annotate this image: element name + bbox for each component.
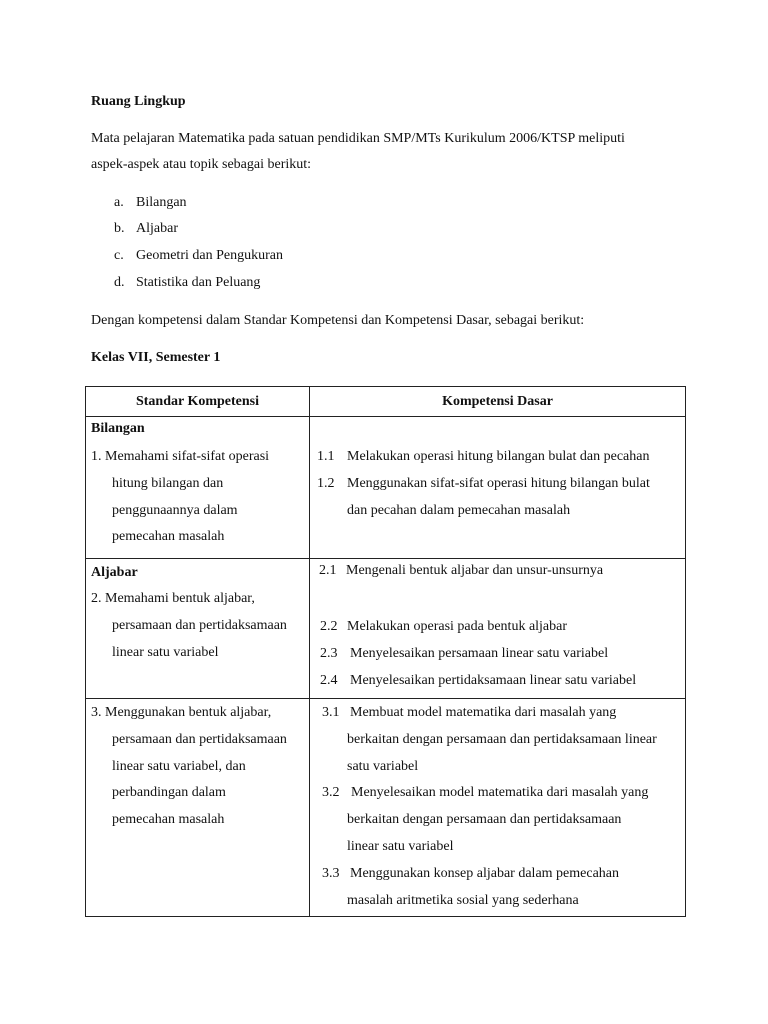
kd-cell bbox=[310, 699, 686, 917]
sk-line: perbandingan dalam bbox=[112, 785, 226, 800]
intro-line-1: Mata pelajaran Matematika pada satuan pendidikan SMP/MTs Kurikulum 2006/KTSP meliputi bbox=[91, 131, 625, 146]
kd-line: Menyelesaikan pertidaksamaan linear satu variabel bbox=[350, 673, 637, 688]
list-item: Geometri dan Pengukuran bbox=[136, 248, 283, 263]
list-marker: d. bbox=[114, 275, 125, 290]
kd-line: Menggunakan sifat-sifat operasi hitung bilangan bulat bbox=[347, 476, 650, 491]
list-marker: b. bbox=[114, 221, 125, 236]
kd-number: 2.4 bbox=[320, 673, 338, 688]
section-heading: Ruang Lingkup bbox=[91, 94, 186, 109]
kd-line: Menyelesaikan model matematika dari masalah yang bbox=[351, 785, 649, 800]
sk-line: 2. Memahami bentuk aljabar, bbox=[91, 591, 255, 606]
list-item: Aljabar bbox=[136, 221, 178, 236]
sk-cell bbox=[86, 559, 310, 699]
kd-cell bbox=[310, 417, 686, 559]
competency-intro: Dengan kompetensi dalam Standar Kompetensi dan Kompetensi Dasar, sebagai berikut: bbox=[91, 313, 585, 328]
table-row bbox=[86, 699, 686, 917]
kd-line: Membuat model matematika dari masalah yang bbox=[350, 705, 617, 720]
intro-line-2: aspek-aspek atau topik sebagai berikut: bbox=[91, 157, 312, 172]
kd-line: linear satu variabel bbox=[347, 839, 454, 854]
table-row bbox=[86, 559, 686, 699]
kd-line: berkaitan dengan persamaan dan pertidaksamaan bbox=[347, 812, 622, 827]
kd-number: 3.3 bbox=[322, 866, 340, 881]
sk-line: 3. Menggunakan bentuk aljabar, bbox=[91, 705, 272, 720]
sk-line: linear satu variabel, dan bbox=[112, 759, 246, 774]
kd-number: 2.3 bbox=[320, 646, 338, 661]
sk-cell bbox=[86, 699, 310, 917]
kd-line: Menyelesaikan persamaan linear satu variabel bbox=[350, 646, 609, 661]
kd-number: 2.2 bbox=[320, 619, 338, 634]
kd-cell bbox=[310, 559, 686, 699]
kd-line: satu variabel bbox=[347, 759, 419, 774]
kd-number: 3.2 bbox=[322, 785, 340, 800]
kd-line: masalah aritmetika sosial yang sederhana bbox=[347, 893, 579, 908]
sk-cell bbox=[86, 417, 310, 559]
header-kompetensi-dasar: Kompetensi Dasar bbox=[310, 387, 686, 417]
header-standar-kompetensi: Standar Kompetensi bbox=[86, 387, 310, 417]
table-header-row bbox=[86, 387, 686, 417]
sk-line: hitung bilangan dan bbox=[112, 476, 224, 491]
category-label: Bilangan bbox=[91, 421, 145, 436]
list-item: Bilangan bbox=[136, 195, 187, 210]
kd-number: 2.1 bbox=[319, 563, 337, 578]
kd-number: 3.1 bbox=[322, 705, 340, 720]
kd-line: Menggunakan konsep aljabar dalam pemecahan bbox=[350, 866, 620, 881]
competency-table bbox=[85, 386, 686, 917]
list-marker: a. bbox=[114, 195, 124, 210]
kd-line: dan pecahan dalam pemecahan masalah bbox=[347, 503, 571, 518]
list-item: Statistika dan Peluang bbox=[136, 275, 261, 290]
kd-line: Melakukan operasi pada bentuk aljabar bbox=[347, 619, 568, 634]
sk-line: pemecahan masalah bbox=[112, 812, 225, 827]
kd-line: Mengenali bentuk aljabar dan unsur-unsurnya bbox=[346, 563, 604, 578]
sk-line: linear satu variabel bbox=[112, 645, 219, 660]
sk-line: persamaan dan pertidaksamaan bbox=[112, 732, 287, 747]
kd-line: berkaitan dengan persamaan dan pertidaksamaan linear bbox=[347, 732, 657, 747]
sk-line: penggunaannya dalam bbox=[112, 503, 238, 518]
sk-line: pemecahan masalah bbox=[112, 529, 225, 544]
kd-line: Melakukan operasi hitung bilangan bulat dan pecahan bbox=[347, 449, 650, 464]
kd-number: 1.2 bbox=[317, 476, 335, 491]
class-heading: Kelas VII, Semester 1 bbox=[91, 350, 221, 365]
sk-line: 1. Memahami sifat-sifat operasi bbox=[91, 449, 270, 464]
sk-line: persamaan dan pertidaksamaan bbox=[112, 618, 287, 633]
category-label: Aljabar bbox=[91, 565, 138, 580]
kd-number: 1.1 bbox=[317, 449, 335, 464]
table-row bbox=[86, 417, 686, 559]
list-marker: c. bbox=[114, 248, 124, 263]
